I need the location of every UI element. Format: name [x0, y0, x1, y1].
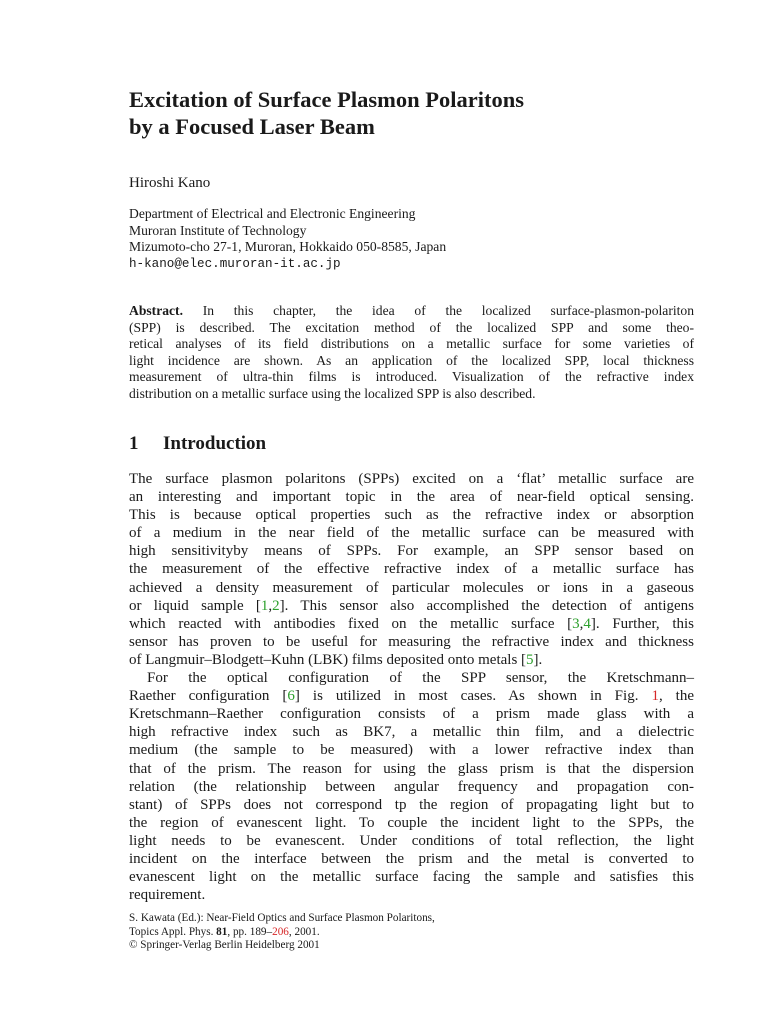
page-link[interactable]: 206 — [272, 925, 289, 938]
body-line: For the optical configuration of the SPP sensor, the Kretschmann– — [147, 670, 694, 687]
abstract-text: In this chapter, the idea of the localized surface-plasmon-polariton — [182, 303, 694, 318]
body-text-run: of Langmuir–Blodgett–Kuhn (LBK) films deposited onto metals [ — [129, 651, 527, 668]
abstract-line: (SPP) is described. The excitation method of the localized SPP and some theo- — [129, 319, 694, 335]
body-line: or liquid sample [1,2]. This sensor also accomplished the detection of antigens — [129, 597, 694, 614]
footer-line — [129, 926, 435, 940]
body-line: The surface plasmon polaritons (SPPs) excited on a ‘flat’ metallic surface are — [129, 471, 694, 487]
citation-link[interactable]: 1 — [260, 597, 269, 614]
body-text-run: or liquid sample [ — [129, 597, 261, 614]
body-line: stant) of SPPs does not correspond tp the region of propagating light but to — [129, 796, 694, 813]
body-line: an interesting and important topic in the area of near-field optical sensing. — [129, 489, 694, 506]
body-line: This is because optical properties such as the refractive index or absorption — [129, 507, 694, 524]
body-text-run: ]. — [533, 651, 543, 668]
abstract-line — [129, 303, 694, 320]
body-line: of a medium in the near field of the metallic surface can be measured with — [129, 525, 694, 542]
citation-link[interactable]: 5 — [526, 651, 534, 668]
figure-link[interactable]: 1 — [651, 688, 659, 705]
author-affiliation — [129, 206, 446, 272]
abstract-line: light incidence are shown. As an application of the localized SPP, local thickness — [129, 352, 694, 368]
footer-text-run: , 2001. — [288, 925, 320, 938]
citation-link[interactable]: 6 — [287, 688, 295, 705]
abstract-label: Abstract. — [129, 303, 183, 318]
footer-line: S. Kawata (Ed.): Near-Field Optics and Surface Plasmon Polaritons, — [129, 912, 435, 924]
body-line: evanescent light on the metallic surface facing the sample and satisfies this — [129, 869, 694, 886]
section-number: 1 — [129, 433, 139, 454]
body-line: the region of evanescent light. To couple the incident light to the SPPs, the — [129, 814, 694, 831]
abstract-line: measurement of ultra-thin films is introduced. Visualization of the refractive index — [129, 369, 694, 385]
abstract — [129, 303, 694, 403]
footer-text-run: , pp. 189– — [227, 925, 273, 938]
section-heading — [129, 432, 266, 455]
abstract-line: retical analyses of its field distributions on a metallic surface for some varieties of — [129, 336, 694, 352]
body-text-run: ]. Further, this — [590, 615, 694, 632]
publication-footer — [129, 912, 435, 953]
body-line: which reacted with antibodies fixed on the metallic surface [3,4]. Further, this — [129, 615, 694, 632]
paper-title — [129, 86, 689, 140]
affiliation-line: Department of Electrical and Electronic Engineering — [129, 206, 416, 221]
body-text-run: ] is utilized in most cases. As shown in Fig. — [294, 688, 652, 705]
affiliation-line: Mizumoto-cho 27-1, Muroran, Hokkaido 050-8585, Japan — [129, 239, 447, 255]
citation-link[interactable]: 3 — [572, 615, 580, 632]
body-text-run: ]. This sensor also accomplished the detection of antigens — [279, 597, 694, 614]
section-title: Introduction — [163, 433, 267, 454]
body-line: high refractive index such as BK7, a metallic thin film, and a dielectric — [129, 724, 694, 741]
body-text-run: which reacted with antibodies fixed on the metallic surface [ — [129, 615, 573, 632]
title-line: by a Focused Laser Beam — [129, 114, 375, 139]
abstract-line: distribution on a metallic surface using the localized SPP is also described. — [129, 385, 536, 401]
body-line: high sensitivityby means of SPPs. For example, an SPP sensor based on — [129, 543, 694, 560]
body-line: relation (the relationship between angular frequency and propagation con- — [129, 778, 694, 795]
body-line: incident on the interface between the prism and the metal is converted to — [129, 850, 694, 867]
body-line: the measurement of the effective refractive index of a metallic surface has — [129, 561, 694, 578]
body-line — [129, 687, 694, 705]
copyright-line: © Springer-Verlag Berlin Heidelberg 2001 — [129, 939, 320, 952]
affiliation-line: Muroran Institute of Technology — [129, 222, 307, 238]
footer-text-run: Topics Appl. Phys. — [129, 925, 217, 938]
body-line: that of the prism. The reason for using the glass prism is that the dispersion — [129, 760, 694, 777]
body-line — [129, 651, 694, 669]
body-line: light needs to be evanescent. Under conditions of total reflection, the light — [129, 832, 694, 849]
body-text-run: Raether configuration [ — [129, 688, 288, 705]
body-line: achieved a density measurement of particular molecules or ions in a gaseous — [129, 579, 694, 596]
volume-number: 81 — [216, 925, 228, 938]
author-email: h-kano@elec.muroran-it.ac.jp — [129, 256, 341, 271]
author-name: Hiroshi Kano — [129, 175, 211, 191]
body-line: medium (the sample to be measured) with a lower refractive index than — [129, 742, 694, 759]
citation-link[interactable]: 4 — [583, 615, 591, 632]
body-line: requirement. — [129, 887, 206, 904]
body-line: Kretschmann–Raether configuration consists of a prism made glass with a — [129, 706, 694, 723]
body-line: sensor has proven to be useful for measuring the refractive index and thickness — [129, 633, 694, 650]
title-line: Excitation of Surface Plasmon Polaritons — [129, 87, 524, 112]
citation-link[interactable]: 2 — [272, 597, 280, 614]
body-text-run: , the — [658, 688, 694, 705]
body-text — [129, 470, 694, 904]
